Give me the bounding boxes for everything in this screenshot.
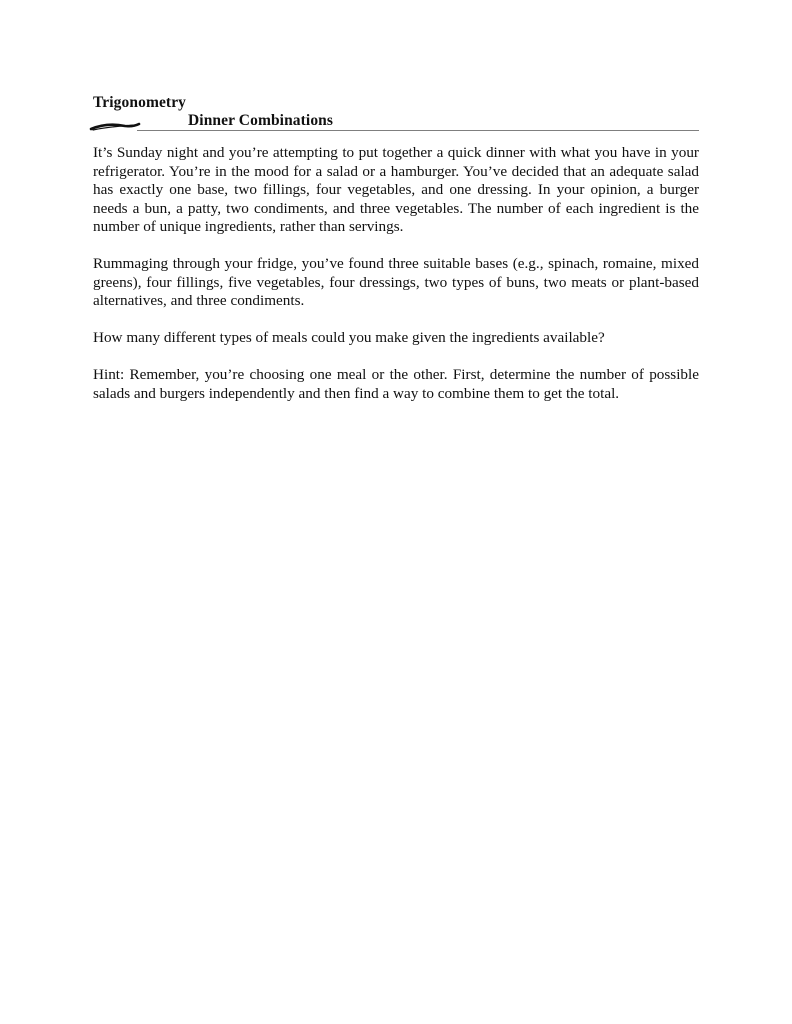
paragraph-question: How many different types of meals could you make given the ingredients available? bbox=[93, 329, 605, 346]
subject-heading: Trigonometry bbox=[93, 94, 187, 111]
header-rule bbox=[89, 122, 701, 134]
problem-body bbox=[93, 144, 699, 422]
paragraph-ingredients: Rummaging through your fridge, you’ve found three suitable bases (e.g., spinach, romaine, mixed greens), four fillings, five vegetables, four dressings, two types of buns, two meats or plant-based alternatives, and three condiments. bbox=[93, 255, 699, 309]
problem-title: Dinner Combinations bbox=[188, 112, 334, 129]
paragraph-scenario: It’s Sunday night and you’re attempting to put together a quick dinner with what you have in your refrigerator. You’re in the mood for a salad or a hamburger. You’ve decided that an adequate salad has exactly one base, two fillings, four vegetables, and one dressing. In your opinion, a burger needs a bun, a patty, two condiments, and three vegetables. The number of each ingredient is the number of unique ingredients, rather than servings. bbox=[93, 144, 699, 235]
document-header bbox=[93, 94, 699, 138]
paragraph-hint: Hint: Remember, you’re choosing one meal or the other. First, determine the number of possible salads and burgers independently and then find a way to combine them to get the total. bbox=[93, 366, 699, 402]
